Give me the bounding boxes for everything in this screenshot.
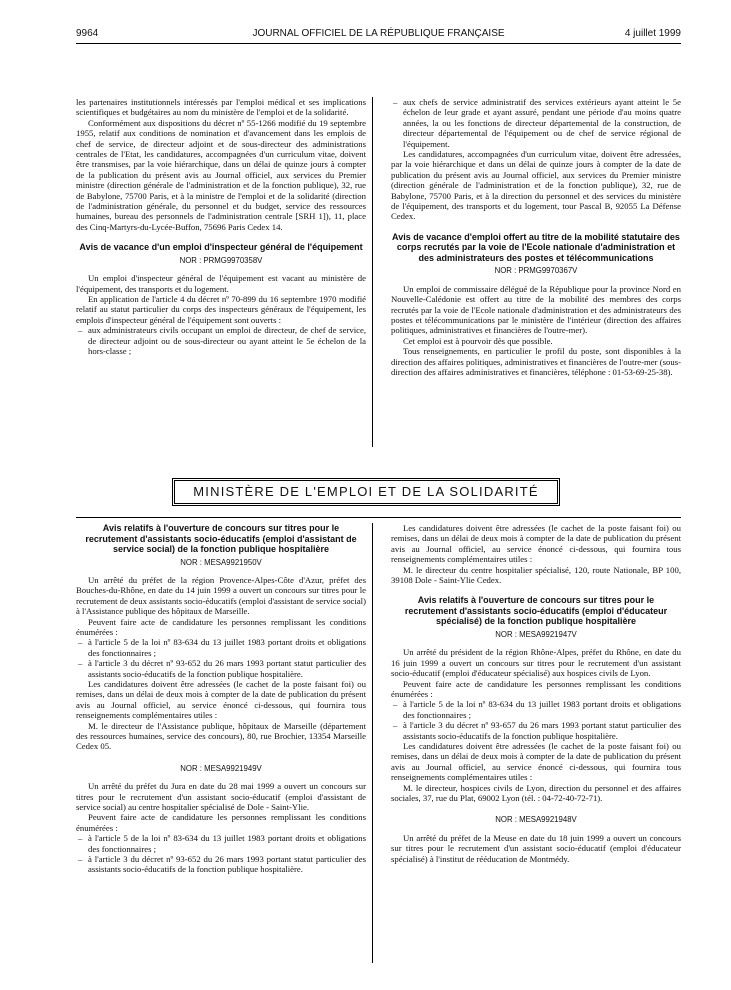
paragraph: M. le directeur de l'Assistance publique, hôpitaux de Marseille (département des ressources humaines, service des concours), 80, rue Brochier, 13354 Marseille Cedex 05. bbox=[76, 720, 366, 752]
paragraph: Peuvent faire acte de candidature les personnes remplissant les conditions énumérées : bbox=[76, 616, 366, 637]
list-item: – à l'article 3 du décret nº 93-652 du 26 mars 1993 portant statut particulier des assistants socio-éducatifs de la fonction publique hospitalière. bbox=[76, 658, 366, 679]
paragraph: M. le directeur du centre hospitalier spécialisé, 120, route Nationale, BP 100, 39108 Dole - Saint-Ylie Cedex. bbox=[391, 564, 681, 586]
paragraph: Peuvent faire acte de candidature les personnes remplissant les conditions énumérées : bbox=[76, 812, 366, 833]
nor-reference: NOR : PRMG9970358V bbox=[179, 255, 263, 265]
list-item: – à l'article 3 du décret nº 93-652 du 26 mars 1993 portant statut particulier des assistants socio-éducatifs de la fonction publique hospitalière. bbox=[76, 854, 366, 875]
column-divider bbox=[372, 97, 373, 447]
section-rule bbox=[76, 517, 681, 518]
nor-reference: NOR : MESA9921947V bbox=[495, 629, 577, 639]
page-header bbox=[76, 28, 681, 42]
journal-title: JOURNAL OFFICIEL DE LA RÉPUBLIQUE FRANÇAISE bbox=[252, 28, 505, 39]
paragraph: Les candidatures doivent être adressées (le cachet de la poste faisant foi) ou remises, dans un délai de deux mois à compter de la date de publication du présent avis au Journal officiel, au service énoncé ci-dessous, qui fournira tous renseignements complémentaires utiles : bbox=[391, 741, 681, 783]
column-divider bbox=[372, 523, 373, 963]
paragraph: Un arrêté du préfet de la région Provence-Alpes-Côte d'Azur, préfet des Bouches-du-Rhône, en date du 14 juin 1999 a ouvert un concours sur titres pour le recrutement de deux assistants socio-éducatifs (emploi d'assistant de service social) à l'Assistance publique des hôpitaux de Marseille. bbox=[76, 574, 366, 617]
paragraph: Un arrêté du préfet du Jura en date du 28 mai 1999 a ouvert un concours sur titres pour le recrutement d'un assistant socio-éducatif (emploi d'assistant de service social) au centre hospitalier spécialisé de Dole - Saint-Ylie. bbox=[76, 781, 366, 813]
list-item: – à l'article 5 de la loi nº 83-634 du 13 juillet 1983 portant droits et obligations des fonctionnaires ; bbox=[76, 833, 366, 854]
notice-title: Avis relatifs à l'ouverture de concours sur titres pour le recrutement d'assistants socio-éducatifs (emploi d'éducateur spécialisé) de la fonction publique hospitalière bbox=[404, 595, 668, 627]
notice-title: Avis de vacance d'un emploi d'inspecteur général de l'équipement bbox=[79, 242, 363, 253]
issue-date: 4 juillet 1999 bbox=[624, 28, 681, 39]
paragraph: Les candidatures, accompagnées d'un curriculum vitae, doivent être adressées, par la voie hiérarchique et dans un délai de quinze jours à compter de la date de publication du présent avis au Journal officiel, aux services du Premier ministre (direction générale de l'administration et de la fonction publique), 32, rue de Babylone, 75700 Paris, et à la direction du personnel et des services du ministère de l'équipement, des transports et du logement, tour Pascal B, 92055 La Défense Cedex. bbox=[391, 149, 681, 222]
nor-reference: NOR : PRMG9970367V bbox=[494, 266, 578, 276]
header-rule bbox=[76, 43, 681, 44]
list-item: – aux chefs de service administratif des services extérieurs ayant atteint le 5e échelon de leur grade et ayant assuré, pendant une période d'au moins quatre années, la ou les fonctions de directeur départemental de la construction, de directeur départemental de l'équipement ou de chef de service régional de l'équipement. bbox=[391, 97, 681, 149]
paragraph: Un emploi de commissaire délégué de la République pour la province Nord en Nouvelle-Calédonie est offert au titre de la mobilité des membres des corps recrutés par la voie de l'Ecole nationale d'administration et des administrateurs des postes et télécommunications par le ministère de l'intérieur (direction des affaires politiques, administratives et financières de l'outre-mer). bbox=[391, 283, 681, 336]
nor-reference: NOR : MESA9921948V bbox=[495, 815, 577, 825]
paragraph: M. le directeur, hospices civils de Lyon, direction du personnel et des affaires sociales, 37, rue du Plat, 69002 Lyon (tél. : 04-72-40-72-71). bbox=[391, 782, 681, 804]
page-number: 9964 bbox=[76, 28, 99, 39]
nor-reference: NOR : MESA9921950V bbox=[180, 557, 262, 567]
nor-reference: NOR : MESA9921949V bbox=[180, 763, 262, 773]
list-item: – à l'article 5 de la loi nº 83-634 du 13 juillet 1983 portant droits et obligations des fonctionnaires ; bbox=[391, 699, 681, 720]
bottom-left-column bbox=[76, 523, 366, 875]
paragraph: Un emploi d'inspecteur général de l'équipement est vacant au ministère de l'équipement, des transports et du logement. bbox=[76, 273, 366, 294]
top-right-column bbox=[391, 97, 681, 377]
notice-title: Avis relatifs à l'ouverture de concours sur titres pour le recrutement d'assistants socio-éducatifs (emploi d'assistant de service social) de la fonction publique hospitalière bbox=[85, 523, 357, 554]
paragraph: Cet emploi est à pourvoir dès que possible. bbox=[403, 335, 553, 346]
paragraph: Tous renseignements, en particulier le profil du poste, sont disponibles à la direction des affaires politiques, administratives et financières de l'outre-mer (sous-direction des affaires administratives et financières, téléphone : 01-53-69-25-38). bbox=[391, 346, 681, 378]
bottom-right-column bbox=[391, 523, 681, 864]
list-item: – aux administrateurs civils occupant un emploi de directeur, de chef de service, de directeur adjoint ou de sous-directeur ou ayant atteint le 5e échelon de la hors-classe ; bbox=[76, 325, 366, 356]
ministry-heading: MINISTÈRE DE L'EMPLOI ET DE LA SOLIDARITÉ bbox=[174, 480, 558, 504]
list-item: – à l'article 3 du décret nº 93-657 du 26 mars 1993 portant statut particulier des assistants socio-éducatifs de la fonction publique hospitalière. bbox=[391, 720, 681, 741]
paragraph: Peuvent faire acte de candidature les personnes remplissant les conditions énumérées : bbox=[391, 678, 681, 699]
paragraph: Les candidatures doivent être adressées (le cachet de la poste faisant foi) ou remises, dans un délai de deux mois à compter de la date de publication du présent avis au Journal officiel, au service énoncé ci-dessous, qui fournira tous renseignements complémentaires utiles : bbox=[391, 523, 681, 565]
paragraph: Un arrêté du préfet de la Meuse en date du 18 juin 1999 a ouvert un concours sur titres pour le recrutement d'un assistant socio-éducatif (emploi d'éducateur spécialisé) à l'institut de rééducation de Montmédy. bbox=[391, 832, 681, 864]
top-left-column bbox=[76, 97, 366, 356]
paragraph: les partenaires institutionnels intéressés par l'emploi médical et ses implications scientifiques et budgétaires au nom du ministère de l'emploi et de la solidarité. bbox=[76, 97, 366, 118]
list-item: – à l'article 5 de la loi nº 83-634 du 13 juillet 1983 portant droits et obligations des fonctionnaires ; bbox=[76, 637, 366, 658]
paragraph: Un arrêté du président de la région Rhône-Alpes, préfet du Rhône, en date du 16 juin 1999 a ouvert un concours sur titres pour le recrutement d'un assistant socio-éducatif (emploi d'éducateur spécialisé) aux hospices civils de Lyon. bbox=[391, 647, 681, 679]
notice-title: Avis de vacance d'emploi offert au titre de la mobilité statutaire des corps recrutés par la voie de l'Ecole nationale d'administration et des administrateurs des postes et télécommunications bbox=[392, 231, 680, 263]
paragraph: En application de l'article 4 du décret nº 70-899 du 16 septembre 1970 modifié relatif au statut particulier du corps des inspecteurs généraux de l'équipement, les emplois d'inspecteur général de l'équipement sont ouverts : bbox=[76, 294, 366, 325]
paragraph: Conformément aux dispositions du décret nº 55-1266 modifié du 19 septembre 1955, relatif aux conditions de nomination et d'avancement dans les emplois de chef de service, de directeur adjoint et de sous-directeur des administrations centrales de l'Etat, les candidatures, accompagnées d'un curriculum vitae, doivent être transmises, par la voie hiérarchique, dans un délai de quinze jours à compter de la publication du présent avis au Journal officiel, aux services du Premier ministre (direction générale de l'administration et de la fonction publique), 32, rue de Babylone, 75700 Paris, et à la ministre de l'emploi et de la solidarité (direction de l'administration générale, du personnel et du budget, service des ressources humaines, bureau des personnels de l'administration centrale [SRH 1]), 11, place des Cinq-Martyrs-du-Lycée-Buffon, 75696 Paris Cedex 14. bbox=[76, 117, 366, 232]
paragraph: Les candidatures doivent être adressées (le cachet de la poste faisant foi) ou remises, dans un délai de deux mois à compter de la date de publication du présent avis au Journal officiel, au service énoncé ci-dessous, qui fournira tous renseignements complémentaires utiles : bbox=[76, 678, 366, 721]
